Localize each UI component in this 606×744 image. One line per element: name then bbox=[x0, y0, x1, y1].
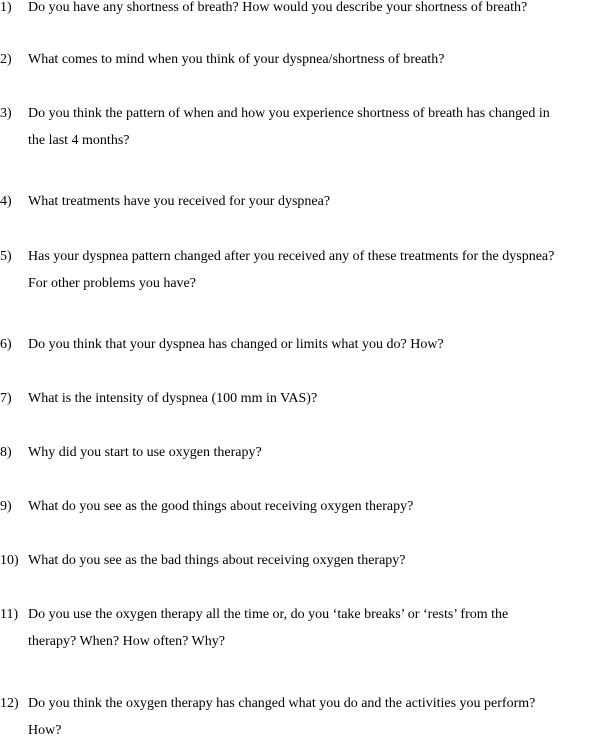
question-item bbox=[0, 243, 606, 297]
question-item bbox=[0, 385, 606, 412]
question-line: Do you use the oxygen therapy all the time or, do you ‘take breaks’ or ‘rests’ from the bbox=[28, 607, 509, 622]
question-line: What do you see as the bad things about receiving oxygen therapy? bbox=[28, 553, 406, 568]
question-number: 5) bbox=[0, 249, 12, 264]
question-line: Do you have any shortness of breath? How would you describe your shortness of breath? bbox=[28, 0, 528, 15]
question-item bbox=[0, 493, 606, 520]
question-number: 8) bbox=[0, 445, 12, 460]
question-item bbox=[0, 331, 606, 358]
question-line: therapy? When? How often? Why? bbox=[28, 634, 225, 649]
question-number: 4) bbox=[0, 194, 12, 209]
question-line: For other problems you have? bbox=[28, 276, 196, 291]
question-line: What do you see as the good things about receiving oxygen therapy? bbox=[28, 499, 414, 514]
question-item bbox=[0, 0, 606, 21]
question-line: Do you think the pattern of when and how you experience shortness of breath has changed in bbox=[28, 106, 550, 121]
question-item bbox=[0, 46, 606, 73]
question-number: 10) bbox=[0, 553, 19, 568]
question-line: How? bbox=[28, 723, 62, 738]
question-number: 11) bbox=[0, 607, 19, 622]
question-item bbox=[0, 601, 606, 655]
question-number: 2) bbox=[0, 52, 12, 67]
question-item bbox=[0, 547, 606, 574]
question-line: What treatments have you received for your dyspnea? bbox=[28, 194, 331, 209]
question-number: 3) bbox=[0, 106, 12, 121]
question-line: Why did you start to use oxygen therapy? bbox=[28, 445, 262, 460]
question-line: Do you think the oxygen therapy has changed what you do and the activities you perform? bbox=[28, 696, 536, 711]
question-number: 12) bbox=[0, 696, 19, 711]
question-line: What is the intensity of dyspnea (100 mm in VAS)? bbox=[28, 391, 318, 406]
question-line: Do you think that your dyspnea has changed or limits what you do? How? bbox=[28, 337, 444, 352]
question-line: What comes to mind when you think of your dyspnea/shortness of breath? bbox=[28, 52, 445, 67]
question-number: 7) bbox=[0, 391, 12, 406]
question-line: Has your dyspnea pattern changed after you received any of these treatments for the dyspnea? bbox=[28, 249, 555, 264]
question-number: 6) bbox=[0, 337, 12, 352]
question-number: 1) bbox=[0, 0, 12, 15]
question-item bbox=[0, 188, 606, 215]
question-number: 9) bbox=[0, 499, 12, 514]
question-item bbox=[0, 100, 606, 154]
question-line: the last 4 months? bbox=[28, 133, 130, 148]
question-item bbox=[0, 439, 606, 466]
question-item bbox=[0, 690, 606, 744]
